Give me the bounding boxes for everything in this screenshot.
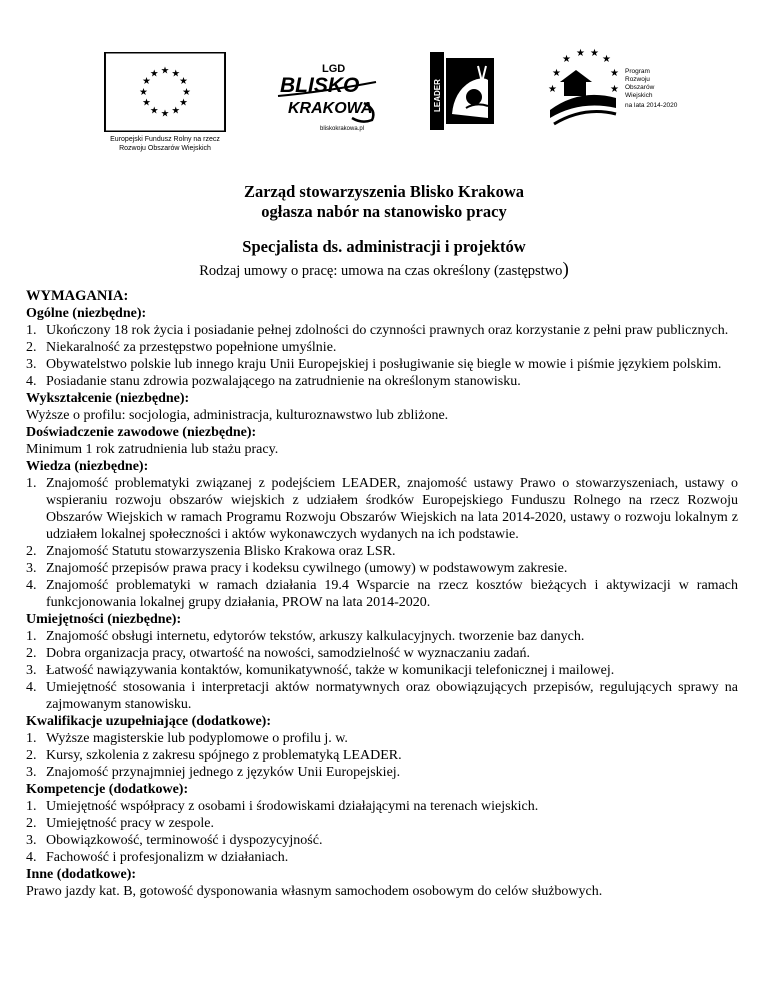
list-item-text: Znajomość problematyki w ramach działania 19.4 Wsparcie na rzecz kosztów bieżących i aktywizacji w ramach funkcjonowania lokalnej grupy działania, PROW na lata 2014-2020.: [46, 578, 738, 610]
requirement-section: [26, 611, 738, 713]
svg-text:★: ★: [160, 65, 170, 77]
list-item-text: Niekaralność za przestępstwo popełnione umyślnie.: [46, 340, 337, 355]
prow-years: na lata 2014-2020: [625, 102, 678, 109]
requirement-section: [26, 866, 738, 900]
list-item-text: Obywatelstwo polskie lub innego kraju Unii Europejskiej i posługiwanie się biegle w mowie i piśmie językiem polskim.: [46, 357, 722, 372]
list-item-number: 1.: [26, 323, 37, 338]
requirement-section: [26, 424, 738, 458]
list-item-text: Umiejętność stosowania i interpretacji aktów normatywnych oraz obowiązujących przepisów, regulujących sprawy na zajmowanym stanowisku.: [46, 680, 738, 712]
lgd-small: LGD: [322, 63, 346, 75]
list-item: [26, 747, 738, 764]
list-item-text: Łatwość nawiązywania kontaktów, komunikatywność, także w komunikacji telefonicznej i mailowej.: [46, 663, 615, 678]
svg-text:★: ★: [576, 48, 585, 59]
list-item-number: 2.: [26, 646, 37, 661]
lgd-logo: [272, 58, 387, 134]
section-title: Umiejętności (niezbędne):: [26, 612, 182, 627]
list-item: [26, 815, 738, 832]
list-item-text: Znajomość problematyki związanej z podejściem LEADER, znajomość ustawy Prawo o stowarzyszeniach, ustawy o wspieraniu rozwoju obszarów wiejskich z udziałem środków Europejskiego Funduszu Rolnego na rzecz Rozwoju Obszarów Wiejskich w ramach Programu Rozwoju Obszarów Wiejskich na lata 2014-2020, ustawy o rozwoju lokalnym z udziałem lokalnej społeczności i aktów wykonawczych wydanych na ich podstawie.: [46, 476, 738, 542]
svg-text:★: ★: [179, 97, 188, 109]
svg-text:★: ★: [139, 86, 148, 98]
prow-line4: Wiejskich: [625, 92, 653, 99]
svg-text:★: ★: [552, 68, 561, 79]
list-item: [26, 475, 738, 543]
list-item-number: 1.: [26, 629, 37, 644]
svg-text:★: ★: [142, 97, 151, 109]
requirement-section: [26, 781, 738, 866]
list-item-number: 1.: [26, 799, 37, 814]
list-item-number: 4.: [26, 850, 37, 865]
section-text: Wyższe o profilu: socjologia, administracja, kulturoznawstwo lub zbliżone.: [26, 408, 449, 423]
section-title: Wykształcenie (niezbędne):: [26, 391, 190, 406]
list-item-number: 3.: [26, 357, 37, 372]
list-item-number: 2.: [26, 816, 37, 831]
title-line2: ogłasza nabór na stanowisko pracy: [261, 202, 507, 221]
svg-text:★: ★: [602, 54, 611, 65]
svg-text:★: ★: [562, 54, 571, 65]
contract-type: [0, 259, 768, 281]
list-item: [26, 356, 738, 373]
list-item-text: Ukończony 18 rok życia i posiadanie pełnej zdolności do czynności prawnych oraz korzystanie z pełni praw publicznych.: [46, 323, 729, 338]
list-item-number: 2.: [26, 544, 37, 559]
list-item-number: 3.: [26, 663, 37, 678]
prow-emblem-icon: [540, 48, 625, 148]
list-item-number: 4.: [26, 374, 37, 389]
list-item-text: Kursy, szkolenia z zakresu spójnego z problematyką LEADER.: [46, 748, 402, 763]
svg-text:★: ★: [610, 68, 619, 79]
svg-text:★: ★: [182, 86, 191, 98]
list-item-text: Dobra organizacja pracy, otwartość na nowości, samodzielność w wyznaczaniu zadań.: [46, 646, 530, 661]
requirements-heading: WYMAGANIA:: [26, 288, 129, 304]
eu-caption-line2: Rozwoju Obszarów Wiejskich: [119, 145, 211, 152]
eu-logo: [104, 52, 226, 153]
list-item-number: 3.: [26, 833, 37, 848]
list-item: [26, 373, 738, 390]
title-line1: Zarząd stowarzyszenia Blisko Krakowa: [243, 182, 525, 201]
section-title: Doświadczenie zawodowe (niezbędne):: [26, 425, 257, 440]
position-title: Specjalista ds. administracji i projektów: [242, 237, 526, 256]
requirement-section: [26, 305, 738, 390]
list-item: [26, 662, 738, 679]
section-title: Kwalifikacje uzupełniające (dodatkowe):: [26, 714, 271, 729]
lgd-word1: BLISKO: [280, 74, 360, 97]
list-item: [26, 577, 738, 611]
section-text: Minimum 1 rok zatrudnienia lub stażu pracy.: [26, 442, 279, 457]
list-item-text: Umiejętność współpracy z osobami i środowiskami działającymi na terenach wiejskich.: [46, 799, 539, 814]
list-item-number: 2.: [26, 340, 37, 355]
leader-text: LEADER: [433, 79, 442, 112]
svg-text:★: ★: [179, 76, 188, 88]
list-item-number: 3.: [26, 561, 37, 576]
svg-text:★: ★: [171, 105, 181, 117]
eu-flag-icon: [104, 52, 226, 132]
list-item-text: Obowiązkowość, terminowość i dyspozycyjność.: [46, 833, 323, 848]
lgd-url: bliskokrakowa.pl: [320, 126, 365, 132]
logo-bar: [0, 40, 768, 150]
list-item: [26, 560, 738, 577]
list-item-text: Wyższe magisterskie lub podyplomowe o profilu j. w.: [46, 731, 348, 746]
list-item: [26, 832, 738, 849]
prow-line2: Rozwoju: [625, 76, 650, 83]
section-title: Inne (dodatkowe):: [26, 867, 137, 882]
list-item: [26, 322, 738, 339]
leader-emblem-icon: [430, 52, 496, 130]
list-item-text: Znajomość przynajmniej jednego z języków Unii Europejskiej.: [46, 765, 401, 780]
list-item: [26, 764, 738, 781]
list-item-text: Fachowość i profesjonalizm w działaniach.: [46, 850, 289, 865]
svg-text:★: ★: [142, 76, 151, 88]
section-title: Ogólne (niezbędne):: [26, 306, 147, 321]
contract-text: Rodzaj umowy o pracę: umowa na czas określony (zastępstwo: [199, 263, 563, 279]
lgd-emblem-icon: [272, 58, 387, 134]
list-item-number: 1.: [26, 476, 37, 491]
svg-text:★: ★: [548, 84, 557, 95]
svg-text:★: ★: [610, 84, 619, 95]
list-item: [26, 628, 738, 645]
prow-logo: [540, 48, 690, 148]
list-item-number: 4.: [26, 680, 37, 695]
svg-text:★: ★: [590, 48, 599, 59]
leader-logo: [430, 52, 496, 130]
list-item: [26, 798, 738, 815]
svg-text:★: ★: [149, 68, 159, 80]
svg-text:★: ★: [171, 68, 181, 80]
lgd-word2: KRAKOWA: [288, 100, 373, 117]
prow-line3: Obszarów: [625, 84, 655, 91]
list-item: [26, 543, 738, 560]
list-item-text: Umiejętność pracy w zespole.: [46, 816, 214, 831]
list-item: [26, 679, 738, 713]
list-item: [26, 645, 738, 662]
section-title: Kompetencje (dodatkowe):: [26, 782, 189, 797]
contract-paren: ): [562, 259, 569, 280]
svg-text:★: ★: [160, 108, 170, 120]
list-item-text: Posiadanie stanu zdrowia pozwalającego na zatrudnienie na określonym stanowisku.: [46, 374, 521, 389]
list-item-text: Znajomość przepisów prawa pracy i kodeksu cywilnego (umowy) w podstawowym zakresie.: [46, 561, 568, 576]
list-item: [26, 730, 738, 747]
list-item: [26, 339, 738, 356]
section-text: Prawo jazdy kat. B, gotowość dysponowania własnym samochodem osobowym do celów służbowych.: [26, 884, 603, 899]
prow-line1: Program: [625, 68, 650, 75]
list-item-number: 3.: [26, 765, 37, 780]
requirements: [26, 288, 738, 900]
requirement-section: [26, 713, 738, 781]
section-title: Wiedza (niezbędne):: [26, 459, 149, 474]
list-item-number: 2.: [26, 748, 37, 763]
eu-caption-line1: Europejski Fundusz Rolny na rzecz: [110, 136, 220, 143]
list-item-number: 1.: [26, 731, 37, 746]
list-item-text: Znajomość Statutu stowarzyszenia Blisko Krakowa oraz LSR.: [46, 544, 396, 559]
list-item: [26, 849, 738, 866]
list-item-text: Znajomość obsługi internetu, edytorów tekstów, arkuszy kalkulacyjnych. tworzenie baz danych.: [46, 629, 585, 644]
svg-text:★: ★: [149, 105, 159, 117]
requirement-section: [26, 390, 738, 424]
list-item-number: 4.: [26, 578, 37, 593]
requirement-section: [26, 458, 738, 611]
